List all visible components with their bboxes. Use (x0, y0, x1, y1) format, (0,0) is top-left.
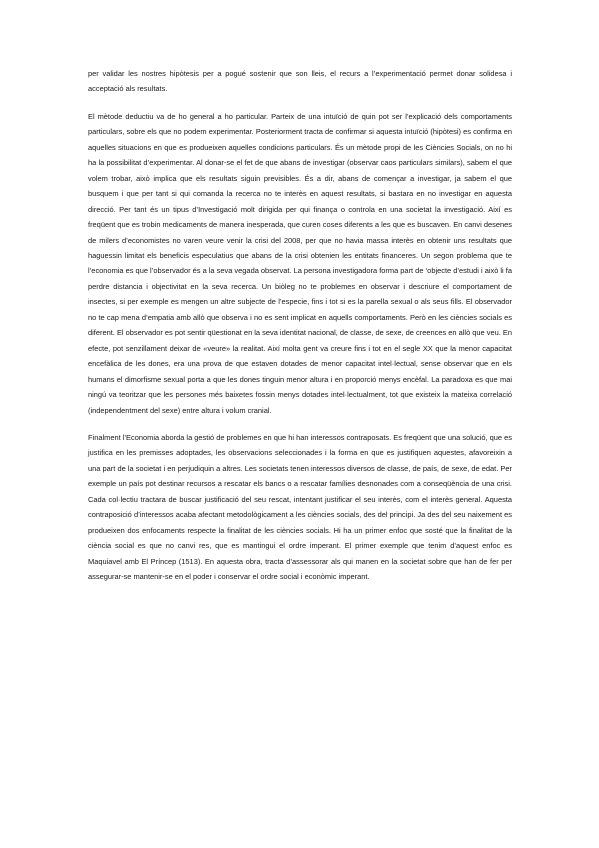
paragraph-deductive-method: El mètode deductiu va de ho general a ho particular. Parteix de una intuïció de quin pot ser l’explicació dels comportaments particulars, sobre els que no podem experimentar. Posteriorment tracta de confirmar si aquesta intuïció (hipòtesi) es confirma en aquelles situacions en que es produeixen aquelles condicions particulars. És un mètode propi de les Ciències Socials, on no hi ha la possibilitat d’experimentar. Al donar-se el fet de que abans de investigar (observar caos particulars similars), sabem el que volem trobar, això implica que els resultats siguin previsibles. És a dir, abans de començar a investigar, ja sabem el que busquem i que per tant si qui comanda la recerca no te interès en aquest resultats, si bastara en no investigar en aquesta direcció. Per tant és un tipus d’Investigació molt dirigida per qui finança o controla en una societat la investigació. Així es freqüent que es trobin medicaments de manera inesperada, que curen coses diferents a les que es buscaven. En canvi desenes de milers d’economistes no varen veure venir la crisi del 2008, per que no havia massa interès en obtenir uns resultats que haguessin limitat els beneficis especulatius que abans de la crisi obtenien les entitats financeres. Un segon problema que te l’economia es que l’observador és a la seva vegada observat. La persona investigadora forma part de ‘objecte d’estudi i això li fa perdre distancia i objectivitat en la seva recerca. Un biòleg no te problemes en observar i descriure el comportament de insectes, si per exemple es mengen un altre subjecte de l’especie, fins i tot si es la parella sexual o als seus fills. El observador no te cap mena d’empatia amb allò que observa i no es sent implicat en aquells comportaments. Però en les ciències socials es diferent. El observador es pot sentir qüestionat en la seva identitat nacional, de classe, de sexe, de creences en allò que veu. En efecte, pot senzillament deixar de «veure» la realitat. Així molta gent va creure fins i tot en el segle XX que la menor capacitat encefàlica de les dones, era una prova de que estaven dotades de menor capacitat intel·lectual, sense observar que en els humans el dimorfisme sexual porta a que les dones tinguin menor altura i en proporció menys encèfal. La paradoxa es que mai ningú va teoritzar que les persones més baixetes fossin menys dotades intel·lectualment, tot que existeix la mateixa correlació (independentment del sexe) entre altura i volum cranial. (88, 111, 512, 415)
paragraph-intro: per validar les nostres hipòtesis per a pogué sostenir que son lleis, el recurs a l’experimentació permet donar solidesa i acceptació als resultats. (88, 69, 512, 94)
document-page (88, 66, 512, 585)
paragraph-economics-interests: Finalment l’Economia aborda la gestió de problemes en que hi han interessos contraposats. Es freqüent que una solució, que es justifica en les premisses adoptades, les observacions seleccionades i la forma en que es justifiquen aquestes, afavoreixin a una part de la societat i en perjudiquin a altres. Les societats tenen interessos diversos de classe, de país, de sexe, de edat. Per exemple un país pot destinar recursos a rescatar els bancs o a rescatar famílies desnonades com a conseqüència de una crisi. Cada col·lectiu tractara de buscar justificació del seu rescat, intentant justificar el seu interès, com el interès general. Aquesta contraposició d’interessos acaba afectant metodològicament a les ciències socials, des del principi. Ja des del seu naixement es produeixen dos enfocaments respecte la finalitat de les ciències socials. Hi ha un primer enfoc que sosté que la finalitat de la ciència social es que no canvi res, que es mantingui el ordre imperant. El primer exemple que tenim d’aquest enfoc es Maquiavel amb El Príncep (1513). En aquesta obra, tracta d’assessorar als qui manen en la societat sobre que han de fer per assegurar-se mantenir-se en el poder i conservar el ordre social i econòmic imperant. (88, 432, 512, 582)
